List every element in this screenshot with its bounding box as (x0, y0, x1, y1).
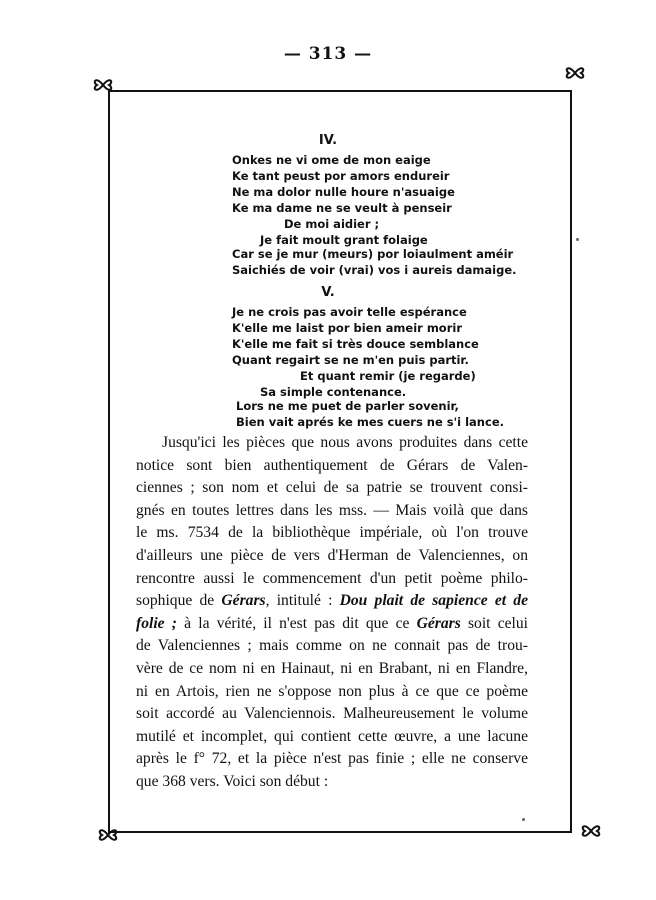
prose-line: que 368 vers. Voici son début : (136, 772, 329, 790)
prose-line: mutilé et incomplet, qui contient cette œuvre, a une lacune (136, 727, 528, 745)
scan-speck (576, 238, 579, 241)
flourish-ornament-icon (578, 818, 604, 844)
prose-text: à la vérité, il n'est pas dit que ce (176, 614, 417, 632)
prose-line: d'ailleurs une pièce de vers d'Herman de Valenciennes, on (136, 546, 528, 564)
prose-line: rencontre aussi le commencement d'un petit poème philo- (136, 569, 528, 587)
verse-line: Ke ma dame ne se veult à penseir (232, 201, 452, 215)
verse-line: Lors ne me puet de parler sovenir, (236, 399, 459, 413)
verse-line: K'elle me fait si très douce semblance (232, 337, 479, 351)
verse-line: Sa simple contenance. (260, 385, 407, 399)
verse-line: Bien vait aprés ke mes cuers ne s'i lance. (236, 415, 504, 429)
prose-line: après le f° 72, et la pièce n'est pas finie ; elle ne conserve (136, 750, 528, 768)
prose-line: Jusqu'ici les pièces que nous avons produites dans cette (162, 434, 528, 451)
verse-line: Je fait moult grant folaige (260, 233, 428, 247)
verse-line: Ne ma dolor nulle houre n'asuaige (232, 185, 455, 199)
verse-line: Quant regairt se ne m'en puis partir. (232, 353, 469, 367)
page-number: — 313 — (283, 44, 373, 64)
flourish-ornament-icon (90, 72, 116, 98)
verse-line: Onkes ne vi ome de mon eaige (232, 153, 431, 167)
poem-title: Dou plait de sapience et de (339, 592, 529, 610)
poem-title: folie ; (136, 614, 177, 632)
prose-text: soit celui (460, 614, 529, 632)
prose-line: notice sont bien authentiquement de Gérars de Valen- (136, 456, 528, 474)
prose-line: de Valenciennes ; mais comme on ne connait pas de trou- (136, 637, 528, 655)
prose-text: , intitulé : (265, 592, 340, 610)
stanza-number: V. (321, 285, 335, 300)
verse-line: Je ne crois pas avoir telle espérance (232, 305, 467, 319)
verse-line: De moi aidier ; (284, 217, 380, 231)
prose-line: ciennes ; son nom et celui de sa patrie se trouvent consi- (136, 479, 528, 497)
prose-text: sophique de (136, 592, 222, 610)
verse-line: Saichiés de voir (vrai) vos i aureis damaige. (232, 263, 517, 277)
flourish-ornament-icon (562, 60, 588, 86)
prose-line: ni en Artois, rien ne s'oppose non plus à ce que ce poème (136, 682, 528, 700)
prose-line (136, 613, 528, 636)
author-name: Gérars (416, 614, 461, 632)
stanza-number: IV. (318, 133, 338, 148)
prose-paragraph (136, 432, 528, 794)
prose-line (136, 590, 528, 613)
verse-line: Et quant remir (je regarde) (300, 369, 476, 383)
prose-line: vère de ce nom ni en Hainaut, ni en Brabant, ni en Flandre, (136, 659, 528, 677)
prose-line: le ms. 7534 de la bibliothèque impériale, où l'on trouve (136, 524, 528, 542)
scan-speck (522, 818, 525, 821)
verse-line: K'elle me laist por bien ameir morir (232, 321, 462, 335)
verse-line: Ke tant peust por amors endureir (232, 169, 450, 183)
prose-line: gnés en toutes lettres dans les mss. — Mais voilà que dans (136, 501, 528, 519)
flourish-ornament-icon (95, 822, 121, 848)
prose-line: soit accordé au Valenciennois. Malheureusement le volume (136, 705, 528, 723)
author-name: Gérars (221, 592, 266, 610)
verse-line: Car se je mur (meurs) por loiaulment améir (232, 247, 514, 261)
